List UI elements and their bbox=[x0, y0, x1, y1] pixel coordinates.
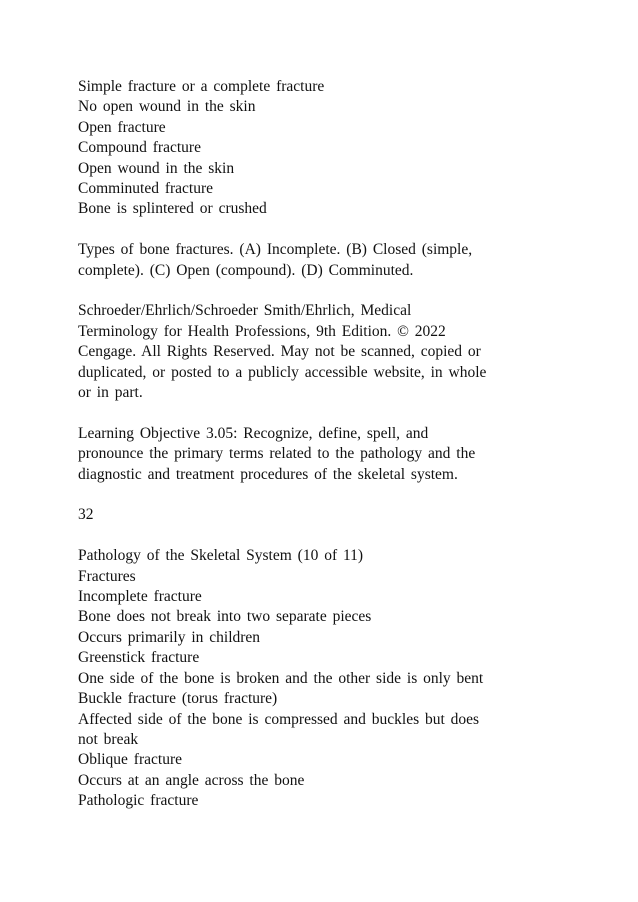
text-line: Oblique fracture bbox=[78, 751, 182, 769]
text-line: No open wound in the skin bbox=[78, 98, 256, 116]
text-line: Simple fracture or a complete fracture bbox=[78, 78, 325, 95]
text-line: Pathologic fracture bbox=[78, 792, 199, 810]
pathology-section bbox=[78, 546, 618, 811]
text-line: Bone is splintered or crushed bbox=[78, 200, 267, 218]
text-line: Greenstick fracture bbox=[78, 649, 200, 667]
text-line: Open fracture bbox=[78, 118, 166, 136]
text-line: One side of the bone is broken and the other side is only bent bbox=[78, 669, 484, 687]
text-line: Occurs at an angle across the bone bbox=[78, 771, 305, 789]
document-page bbox=[78, 77, 618, 812]
caption-line: Types of bone fractures. (A) Incomplete. (B) Closed (simple, bbox=[78, 241, 473, 259]
objective-line: diagnostic and treatment procedures of the skeletal system. bbox=[78, 465, 458, 483]
text-line: Incomplete fracture bbox=[78, 588, 202, 606]
copyright-line: Cengage. All Rights Reserved. May not be scanned, copied or bbox=[78, 343, 481, 361]
paragraph-gap bbox=[78, 485, 618, 505]
text-line: Fractures bbox=[78, 567, 136, 585]
text-line: Comminuted fracture bbox=[78, 180, 213, 198]
paragraph-gap bbox=[78, 220, 618, 240]
text-line: Occurs primarily in children bbox=[78, 628, 261, 646]
objective-line: Learning Objective 3.05: Recognize, define, spell, and bbox=[78, 424, 429, 442]
paragraph-gap bbox=[78, 526, 618, 546]
slide-number: 32 bbox=[78, 506, 94, 524]
text-line: not break bbox=[78, 730, 139, 748]
text-line: Compound fracture bbox=[78, 139, 201, 157]
copyright-line: or in part. bbox=[78, 384, 143, 402]
copyright-notice bbox=[78, 301, 618, 403]
fracture-types-list bbox=[78, 77, 618, 220]
paragraph-gap bbox=[78, 403, 618, 423]
learning-objective bbox=[78, 424, 618, 485]
figure-caption bbox=[78, 240, 618, 281]
text-line: Bone does not break into two separate pieces bbox=[78, 608, 372, 626]
section-title: Pathology of the Skeletal System (10 of 11) bbox=[78, 547, 364, 565]
text-line: Open wound in the skin bbox=[78, 159, 235, 177]
text-line: Affected side of the bone is compressed and buckles but does bbox=[78, 710, 480, 728]
text-line: Buckle fracture (torus fracture) bbox=[78, 690, 278, 708]
paragraph-gap bbox=[78, 281, 618, 301]
caption-line: complete). (C) Open (compound). (D) Comminuted. bbox=[78, 261, 414, 279]
copyright-line: duplicated, or posted to a publicly accessible website, in whole bbox=[78, 363, 487, 381]
copyright-line: Schroeder/Ehrlich/Schroeder Smith/Ehrlich, Medical bbox=[78, 302, 412, 320]
copyright-line: Terminology for Health Professions, 9th Edition. © 2022 bbox=[78, 322, 446, 340]
objective-line: pronounce the primary terms related to the pathology and the bbox=[78, 445, 476, 463]
